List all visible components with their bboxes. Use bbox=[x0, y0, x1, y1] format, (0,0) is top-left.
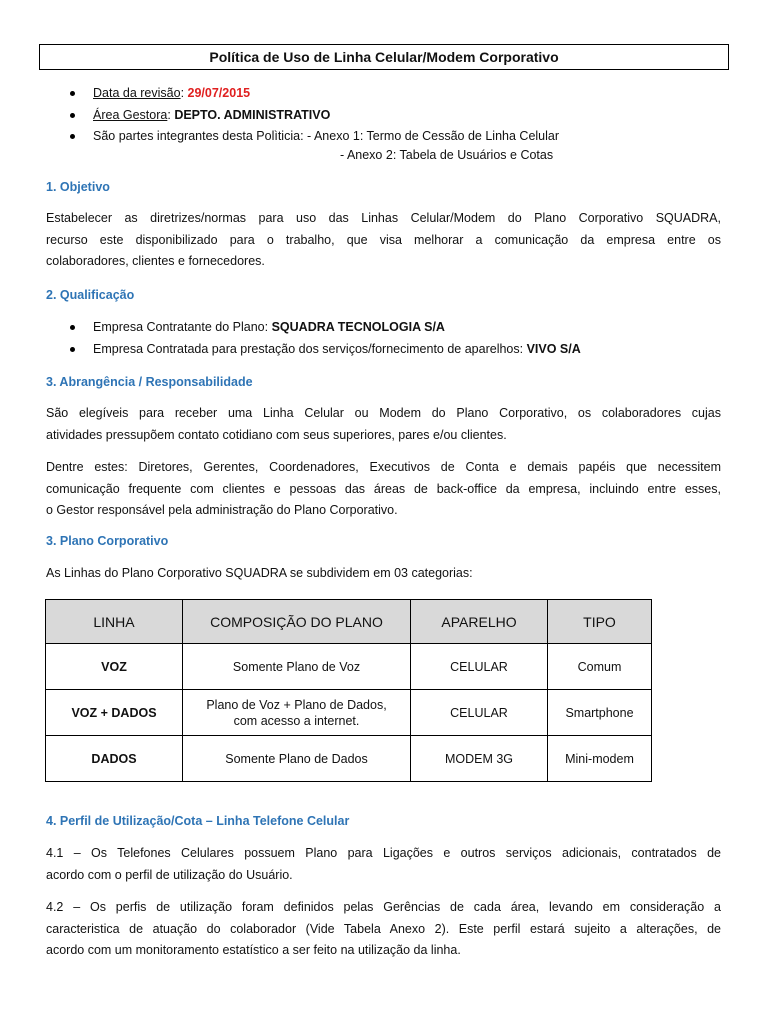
section-heading: 3. Abrangência / Responsabilidade bbox=[46, 375, 253, 389]
paragraph bbox=[46, 457, 721, 522]
area-label: Área Gestora bbox=[93, 107, 168, 122]
table-row bbox=[46, 644, 652, 690]
paragraph-line: As Linhas do Plano Corporativo SQUADRA se subdividem em 03 categorias: bbox=[46, 566, 473, 580]
item-bold: VIVO S/A bbox=[526, 341, 581, 356]
paragraph-line: o Gestor responsável pela administração do Plano Corporativo. bbox=[46, 503, 398, 517]
bullet-icon bbox=[70, 134, 75, 139]
area-value: DEPTO. ADMINISTRATIVO bbox=[174, 107, 331, 122]
cell-tipo: Comum bbox=[548, 644, 652, 690]
list-item bbox=[70, 105, 559, 127]
cell-text: com acesso a internet. bbox=[233, 713, 360, 728]
paragraph-line: São elegíveis para receber uma Linha Celular ou Modem do Plano Corporativo, os colaboradores cujas bbox=[46, 406, 721, 420]
plan-table bbox=[45, 599, 652, 782]
paragraph-line: acordo com um monitoramento estatístico a ser feito na utilização da linha. bbox=[46, 943, 461, 957]
parts-text: São partes integrantes desta Polìticia: - Anexo 1: Termo de Cessão de Linha Celular bbox=[93, 129, 560, 143]
bullet-icon bbox=[70, 91, 75, 96]
cell-linha: VOZ bbox=[46, 644, 183, 690]
revision-label: Data da revisão bbox=[93, 86, 181, 100]
table-header-row bbox=[46, 600, 652, 644]
paragraph-line: colaboradores, clientes e fornecedores. bbox=[46, 254, 265, 268]
item-text: Empresa Contratada para prestação dos serviços/fornecimento de aparelhos: bbox=[93, 341, 527, 356]
paragraph-line: 4.1 – Os Telefones Celulares possuem Plano para Ligações e outros serviços adicionais, contratados de bbox=[46, 846, 721, 860]
paragraph-line: comunicação frequente com clientes e pessoas das áreas de back-office da empresa, incluindo entre esses, bbox=[46, 481, 721, 496]
paragraph-line: Estabelecer as diretrizes/normas para uso das Linhas Celular/Modem do Plano Corporativo SQUADRA, bbox=[46, 211, 721, 225]
cell-composicao bbox=[183, 736, 411, 782]
paragraph-line: recurso este disponibilizado para o trabalho, que visa melhorar a comunicação da empresa entre os bbox=[46, 232, 721, 247]
item-text: Empresa Contratante do Plano: bbox=[93, 320, 272, 334]
list-item bbox=[70, 339, 581, 361]
cell-aparelho: MODEM 3G bbox=[411, 736, 548, 782]
paragraph bbox=[46, 897, 721, 962]
cell-text: Somente Plano de Voz bbox=[232, 659, 361, 674]
paragraph-line: caracteristica de atuação do colaborador (Vide Tabela Anexo 2). Este perfil estará sujeito a alterações, de bbox=[46, 921, 721, 936]
paragraph-line: 4.2 – Os perfis de utilização foram definidos pelas Gerências de cada área, levando em consideração a bbox=[46, 900, 721, 914]
cell-text: Somente Plano de Dados bbox=[225, 751, 368, 766]
cell-linha: DADOS bbox=[46, 736, 183, 782]
list-item bbox=[70, 317, 581, 339]
annex2-text: - Anexo 2: Tabela de Usuários e Cotas bbox=[340, 148, 554, 162]
area-colon: : bbox=[167, 107, 171, 122]
paragraph-line: Dentre estes: Diretores, Gerentes, Coordenadores, Executivos de Conta e demais papéis que necessitem bbox=[46, 460, 721, 474]
paragraph-line: atividades pressupõem contato cotidiano com seus superiores, pares e/ou clientes. bbox=[46, 427, 507, 442]
table-row bbox=[46, 736, 652, 782]
column-header: APARELHO bbox=[411, 600, 548, 644]
bullet-icon bbox=[70, 347, 75, 352]
column-header: TIPO bbox=[548, 600, 652, 644]
paragraph bbox=[46, 208, 721, 273]
section-heading: 3. Plano Corporativo bbox=[46, 534, 169, 548]
qualification-list bbox=[70, 317, 581, 360]
bullet-icon bbox=[70, 113, 75, 118]
cell-composicao bbox=[183, 644, 411, 690]
section-heading: 1. Objetivo bbox=[46, 180, 110, 194]
cell-tipo: Mini-modem bbox=[548, 736, 652, 782]
paragraph bbox=[46, 843, 721, 886]
cell-linha: VOZ + DADOS bbox=[46, 690, 183, 736]
cell-aparelho: CELULAR bbox=[411, 690, 548, 736]
title-text: Política de Uso de Linha Celular/Modem Corporativo bbox=[209, 49, 559, 65]
column-header: LINHA bbox=[46, 600, 183, 644]
revision-date: 29/07/2015 bbox=[187, 86, 251, 100]
list-item bbox=[70, 83, 559, 105]
paragraph bbox=[46, 403, 721, 446]
document-title bbox=[39, 44, 729, 70]
item-bold: SQUADRA TECNOLOGIA S/A bbox=[271, 320, 445, 334]
paragraph-line: acordo com o perfil de utilização do Usuário. bbox=[46, 867, 293, 882]
cell-aparelho: CELULAR bbox=[411, 644, 548, 690]
revision-colon: : bbox=[180, 86, 185, 100]
paragraph bbox=[46, 563, 721, 585]
section-heading: 4. Perfil de Utilização/Cota – Linha Telefone Celular bbox=[46, 814, 350, 828]
list-item bbox=[70, 126, 559, 148]
bullet-icon bbox=[70, 325, 75, 330]
cell-tipo: Smartphone bbox=[548, 690, 652, 736]
cell-composicao bbox=[183, 690, 411, 736]
table-row bbox=[46, 690, 652, 736]
cell-text: Plano de Voz + Plano de Dados, bbox=[206, 697, 387, 712]
header-bullet-list bbox=[70, 83, 559, 148]
column-header: COMPOSIÇÃO DO PLANO bbox=[183, 600, 411, 644]
section-heading: 2. Qualificação bbox=[46, 288, 135, 302]
